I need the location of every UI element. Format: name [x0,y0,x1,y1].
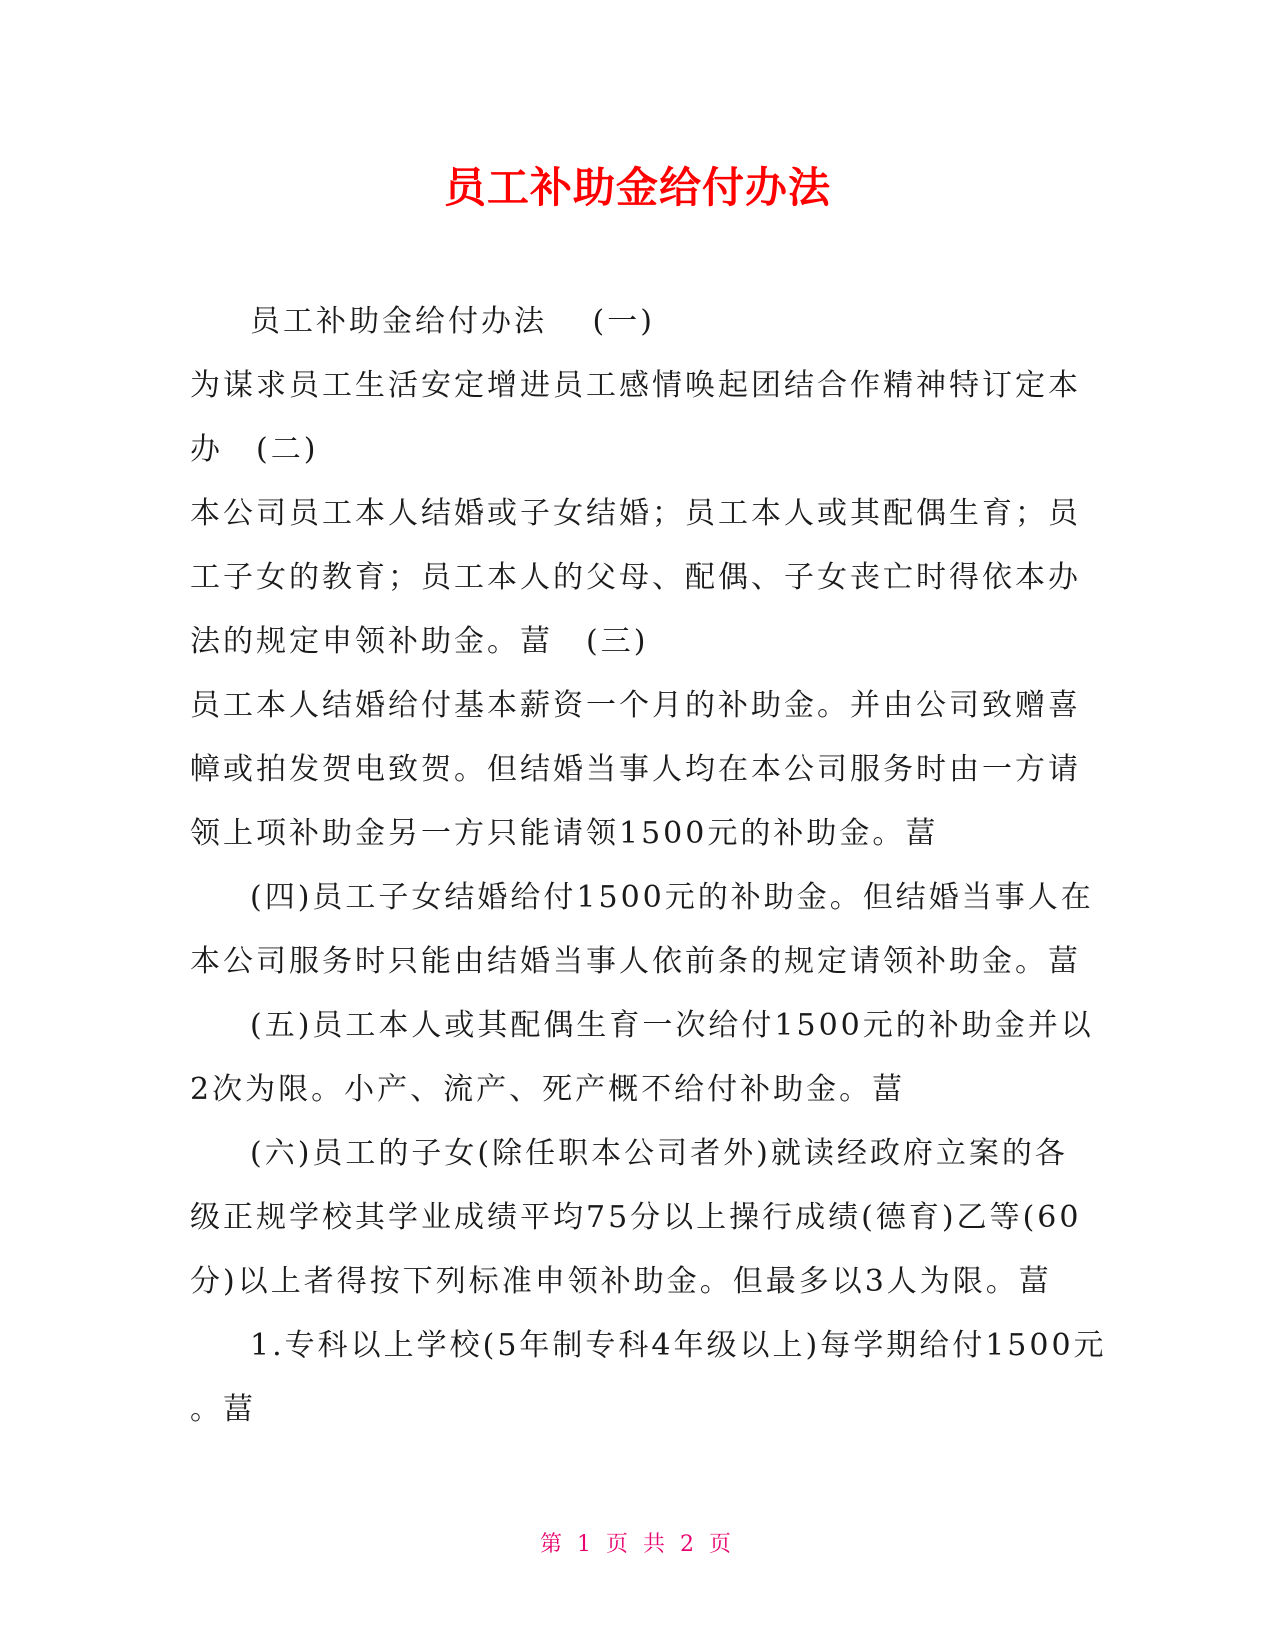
paragraph-line: 2次为限。小产、流产、死产概不给付补助金。葍 [190,1072,906,1107]
paragraph-line: (四)员工子女结婚给付1500元的补助金。但结婚当事人在 [250,880,1094,915]
paragraph-line: 办 (二) [190,432,319,467]
paragraph-line: 。葍 [190,1392,256,1427]
paragraph-line: 本公司服务时只能由结婚当事人依前条的规定请领补助金。葍 [190,944,1081,979]
paragraph-line: (五)员工本人或其配偶生育一次给付1500元的补助金并以 [250,1008,1094,1043]
document-title: 员工补助金给付办法 [443,163,831,212]
paragraph-line: 1.专科以上学校(5年制专科4年级以上)每学期给付1500元 [250,1328,1107,1363]
paragraph-line: 工子女的教育；员工本人的父母、配偶、子女丧亡时得依本办 [190,560,1081,595]
paragraph-line: 分)以上者得按下列标准申领补助金。但最多以3人为限。葍 [190,1264,1052,1299]
paragraph-line: 为谋求员工生活安定增进员工感情唤起团结合作精神特订定本 [190,368,1081,403]
paragraph-line: 领上项补助金另一方只能请领1500元的补助金。葍 [190,816,939,851]
document-body [190,290,1107,1442]
paragraph-line: (六)员工的子女(除任职本公司者外)就读经政府立案的各 [250,1136,1068,1171]
paragraph-line: 员工补助金给付办法 (一) [250,304,655,339]
paragraph-line: 员工本人结婚给付基本薪资一个月的补助金。并由公司致赠喜 [190,688,1081,723]
paragraph-line: 级正规学校其学业成绩平均75分以上操行成绩(德育)乙等(60 [190,1200,1082,1235]
paragraph-line: 法的规定申领补助金。葍 (三) [190,624,649,659]
paragraph-line: 幛或拍发贺电致贺。但结婚当事人均在本公司服务时由一方请 [190,752,1081,787]
page-number-footer: 第 1 页 共 2 页 [540,1532,735,1557]
paragraph-line: 本公司员工本人结婚或子女结婚；员工本人或其配偶生育；员 [190,496,1081,531]
